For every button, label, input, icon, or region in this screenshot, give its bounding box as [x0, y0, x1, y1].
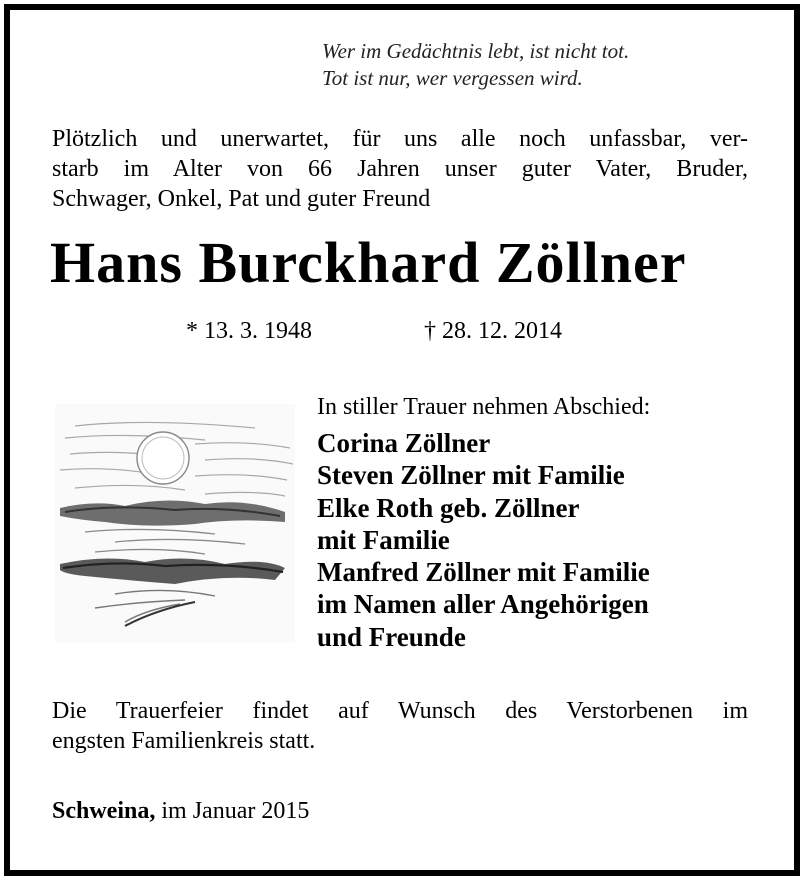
memorial-quote — [322, 38, 629, 92]
mourner-line: Manfred Zöllner mit Familie — [317, 557, 650, 588]
quote-line: Wer im Gedächtnis lebt, ist nicht tot. — [322, 39, 630, 63]
place-name: Schweina, — [52, 798, 156, 824]
death-date: † 28. 12. 2014 — [424, 318, 562, 344]
mourner-line: im Namen aller Angehörigen — [317, 589, 649, 620]
sunset-over-water-sketch-icon — [55, 404, 295, 642]
intro-line: starb im Alter von 66 Jahren unser guter Vater, Bruder, — [52, 156, 748, 182]
mourner-line: Corina Zöllner — [317, 428, 491, 458]
service-line: engsten Familienkreis statt. — [52, 728, 316, 754]
intro-line: Schwager, Onkel, Pat und guter Freund — [52, 186, 431, 212]
birth-date: * 13. 3. 1948 — [186, 318, 312, 344]
intro-text — [52, 124, 748, 214]
farewell-heading: In stiller Trauer nehmen Abschied: — [317, 394, 651, 420]
quote-line: Tot ist nur, wer vergessen wird. — [322, 66, 583, 90]
mourner-line: Steven Zöllner mit Familie — [317, 460, 625, 491]
intro-line: Plötzlich und unerwartet, für uns alle noch unfassbar, ver- — [52, 126, 748, 152]
service-notice — [52, 696, 748, 756]
mourner-line: und Freunde — [317, 621, 466, 652]
mourners-list — [317, 427, 650, 653]
closing-date: im Januar 2015 — [155, 798, 310, 824]
service-line: Die Trauerfeier findet auf Wunsch des Verstorbenen im — [52, 698, 748, 724]
mourner-line: Elke Roth geb. Zöllner — [317, 492, 580, 523]
place-and-date — [52, 798, 309, 825]
deceased-name: Hans Burckhard Zöllner — [50, 230, 687, 295]
mourner-line: mit Familie — [317, 524, 450, 555]
